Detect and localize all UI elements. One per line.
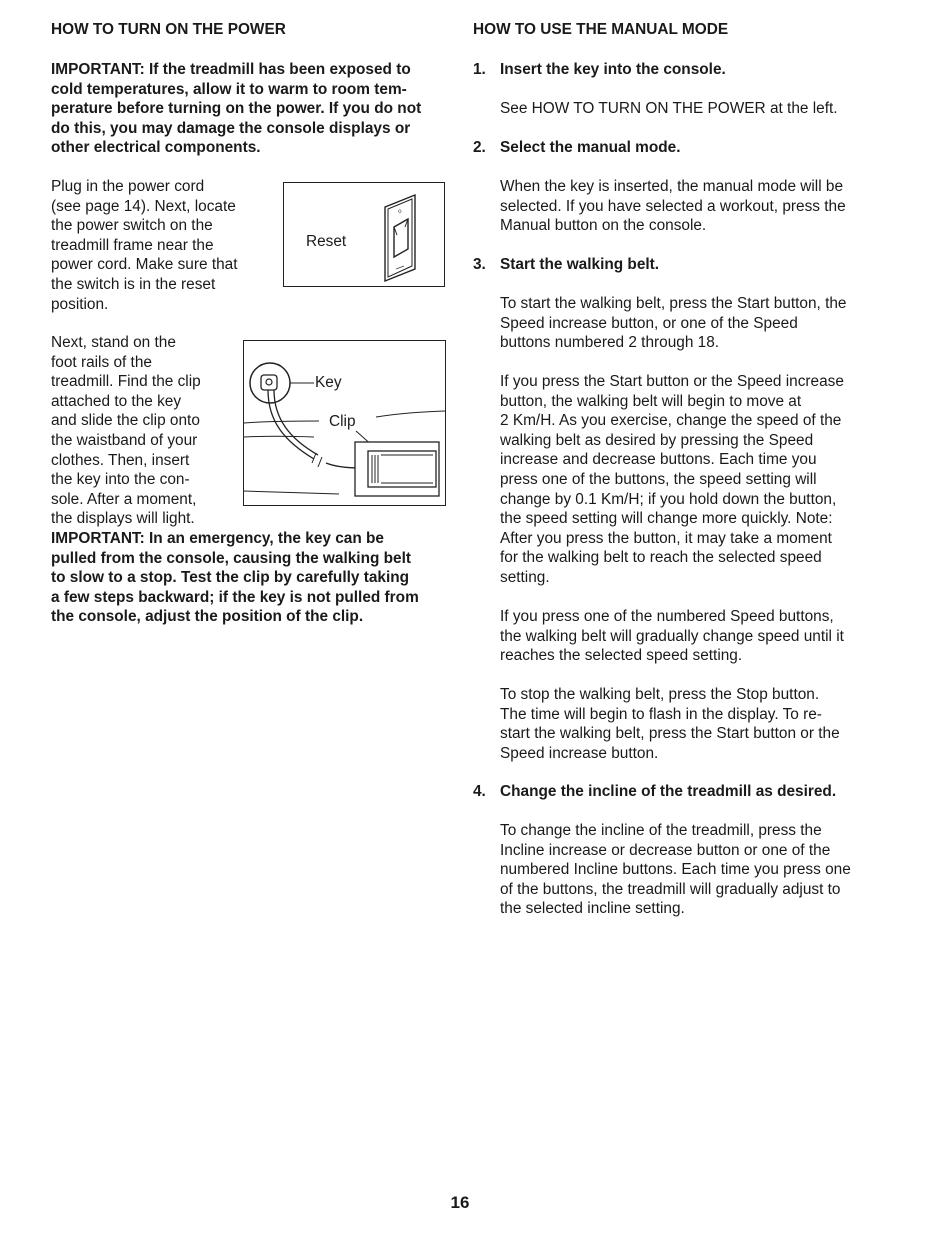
text-line: the selected incline setting.: [500, 900, 685, 918]
text-line: Plug in the power cord: [51, 178, 205, 195]
text-line: to slow to a stop. Test the clip by carefully taking: [51, 569, 410, 587]
text-line: setting.: [500, 568, 550, 586]
text-line: start the walking belt, press the Start button or the: [500, 725, 840, 743]
step-2-paragraph: [500, 177, 882, 236]
step-1-paragraph: [500, 99, 882, 119]
text-line: IMPORTANT: In an emergency, the key can be: [51, 530, 384, 547]
text-line: See HOW TO TURN ON THE POWER at the left.: [500, 100, 838, 117]
text-line: (see page 14). Next, locate: [51, 197, 236, 215]
text-line: foot rails of the: [51, 353, 152, 371]
text-line: 2 Km/H. As you exercise, change the speed of the: [500, 412, 842, 430]
text-line: a few steps backward; if the key is not pulled from: [51, 588, 419, 606]
text-line: and slide the clip onto: [51, 412, 200, 430]
plug-in-paragraph: [51, 177, 281, 314]
step-number: 1.: [473, 61, 486, 78]
clip-label: Clip: [329, 413, 356, 430]
text-line: Manual button on the console.: [500, 217, 707, 235]
text-line: the displays will light.: [51, 510, 195, 528]
text-line: change by 0.1 Km/H; if you hold down the button,: [500, 490, 837, 508]
text-line: pulled from the console, causing the walking belt: [51, 549, 412, 567]
text-line: position.: [51, 295, 109, 313]
text-line: numbered Incline buttons. Each time you press one: [500, 861, 851, 879]
power-section-heading: HOW TO TURN ON THE POWER: [51, 21, 286, 38]
text-line: Speed increase button.: [500, 744, 659, 762]
step-3-paragraph-numbered: [500, 607, 882, 666]
emergency-important-note: [51, 529, 451, 627]
text-line: To start the walking belt, press the Start button, the: [500, 295, 847, 312]
text-line: the power switch on the: [51, 217, 213, 235]
text-line: button, the walking belt will begin to move at: [500, 392, 802, 410]
text-line: increase and decrease buttons. Each time you: [500, 451, 817, 469]
text-line: the waistband of your: [51, 431, 198, 449]
power-important-note: [51, 60, 451, 158]
text-line: If you press one of the numbered Speed buttons,: [500, 608, 834, 625]
text-line: Next, stand on the: [51, 334, 176, 351]
text-line: The time will begin to flash in the display. To re-: [500, 705, 822, 723]
reset-switch-figure: [283, 182, 445, 287]
step-number: 2.: [473, 139, 486, 156]
step-3-paragraph-stop: [500, 685, 882, 763]
text-line: clothes. Then, insert: [51, 451, 190, 469]
text-line: the key into the con-: [51, 471, 190, 489]
key-label: Key: [315, 374, 342, 391]
text-line: the console, adjust the position of the clip.: [51, 608, 364, 626]
text-line: To change the incline of the treadmill, press the: [500, 822, 822, 839]
text-line: other electrical components.: [51, 139, 261, 157]
step-title: Insert the key into the console.: [500, 61, 726, 78]
text-line: attached to the key: [51, 392, 182, 410]
step-number: 4.: [473, 783, 486, 800]
key-clip-paragraph: [51, 333, 241, 529]
text-line: treadmill. Find the clip: [51, 373, 201, 391]
text-line: the switch is in the reset: [51, 275, 216, 293]
text-line: walking belt as desired by pressing the Speed: [500, 431, 814, 449]
text-line: reaches the selected speed setting.: [500, 647, 743, 665]
text-line: the speed setting will change more quickly. Note:: [500, 510, 833, 528]
text-line: buttons numbered 2 through 18.: [500, 334, 720, 352]
text-line: for the walking belt to reach the selected speed: [500, 549, 822, 567]
step-3-paragraph-speed: [500, 372, 882, 588]
text-line: treadmill frame near the: [51, 236, 214, 254]
step-title: Change the incline of the treadmill as desired.: [500, 783, 837, 800]
reset-label: Reset: [306, 233, 347, 250]
text-line: perature before turning on the power. If you do not: [51, 100, 422, 118]
text-line: press one of the buttons, the speed setting will: [500, 470, 817, 488]
text-line: When the key is inserted, the manual mode will be: [500, 178, 844, 195]
text-line: After you press the button, it may take a moment: [500, 529, 832, 547]
text-line: power cord. Make sure that: [51, 256, 238, 274]
text-line: cold temperatures, allow it to warm to room tem-: [51, 80, 407, 98]
text-line: IMPORTANT: If the treadmill has been exposed to: [51, 61, 411, 78]
text-line: To stop the walking belt, press the Stop button.: [500, 686, 820, 703]
text-line: selected. If you have selected a workout, press the: [500, 197, 846, 215]
step-3-paragraph-start: [500, 294, 882, 353]
step-title: Select the manual mode.: [500, 139, 681, 156]
step-title: Start the walking belt.: [500, 256, 660, 273]
text-line: Speed increase button, or one of the Speed: [500, 314, 798, 332]
power-switch-illustration: [284, 183, 444, 286]
text-line: the walking belt will gradually change speed until it: [500, 627, 844, 645]
page-number: 16: [450, 1193, 470, 1212]
text-line: If you press the Start button or the Speed increase: [500, 373, 844, 390]
text-line: do this, you may damage the console displays or: [51, 119, 411, 137]
text-line: of the buttons, the treadmill will gradually adjust to: [500, 880, 841, 898]
text-line: sole. After a moment,: [51, 490, 197, 508]
step-4-paragraph: [500, 821, 882, 919]
text-line: Incline increase or decrease button or one of the: [500, 841, 831, 859]
step-number: 3.: [473, 256, 486, 273]
svg-text:o: o: [398, 208, 402, 215]
key-clip-figure: [243, 340, 446, 506]
manual-mode-heading: HOW TO USE THE MANUAL MODE: [473, 21, 729, 38]
